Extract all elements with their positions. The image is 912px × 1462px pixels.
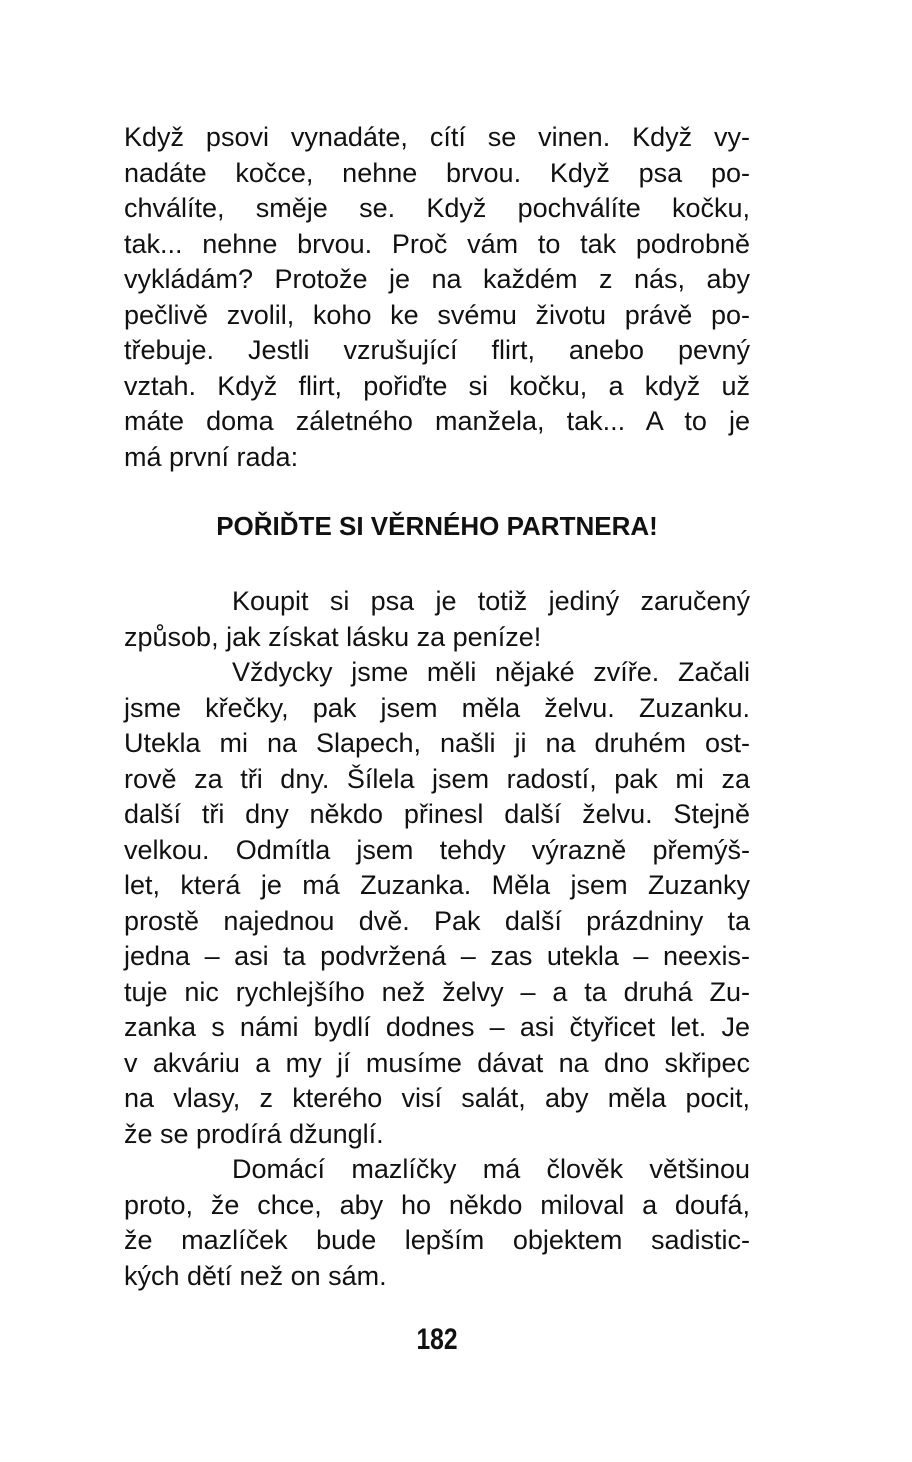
text-line: Domácí mazlíčky má člověk většinou xyxy=(232,1154,750,1184)
text-line: pečlivě zvolil, koho ke svému životu právě po- xyxy=(124,299,750,330)
section-heading: POŘIĎTE SI VĚRNÉHO PARTNERA! xyxy=(216,511,658,541)
text-line: Vždycky jsme měli nějaké zvíře. Začali xyxy=(232,657,750,687)
text-line: Když psovi vynadáte, cítí se vinen. Když vy- xyxy=(124,122,750,152)
text-line: prostě najednou dvě. Pak další prázdniny ta xyxy=(124,905,750,936)
text-line: rově za tři dny. Šílela jsem radostí, pak mi za xyxy=(124,763,750,794)
text-line: vykládám? Protože je na každém z nás, aby xyxy=(124,264,750,294)
text-line: jedna – asi ta podvržená – zas utekla – neexis- xyxy=(124,941,750,971)
text-line: vztah. Když flirt, pořiďte si kočku, a když už xyxy=(124,370,750,401)
page-number: 182 xyxy=(416,1323,458,1356)
text-line: Koupit si psa je totiž jediný zaručený xyxy=(232,586,750,616)
text-line: tuje nic rychlejšího než želvy – a ta druhá Zu- xyxy=(124,976,750,1007)
text-line: další tři dny někdo přinesl další želvu. Stejně xyxy=(124,799,750,829)
text-line: tak... nehne brvou. Proč vám to tak podrobně xyxy=(124,228,750,259)
text-line: Utekla mi na Slapech, našli ji na druhém ost- xyxy=(124,728,750,758)
text-line: na vlasy, z kterého visí salát, aby měla pocit, xyxy=(124,1083,750,1113)
text-line: zanka s námi bydlí dodnes – asi čtyřicet let. Je xyxy=(124,1012,750,1042)
text-line: máte doma záletného manžela, tak... A to je xyxy=(124,406,750,436)
paragraph-intro xyxy=(124,120,750,475)
text-line: chválíte, směje se. Když pochválíte kočku, xyxy=(124,193,750,223)
text-line: jsme křečky, pak jsem měla želvu. Zuzanku. xyxy=(124,692,750,723)
text-line: kých dětí než on sám. xyxy=(124,1260,387,1291)
text-line: let, která je má Zuzanka. Měla jsem Zuzanky xyxy=(124,870,750,900)
text-line: proto, že chce, aby ho někdo miloval a doufá, xyxy=(124,1189,750,1220)
paragraph-body xyxy=(124,584,750,1294)
text-line: že se prodírá džunglí. xyxy=(124,1118,384,1149)
text-line: velkou. Odmítla jsem tehdy výrazně přemýš- xyxy=(124,834,750,865)
text-line: způsob, jak získat lásku za peníze! xyxy=(124,621,542,652)
text-line: nadáte kočce, nehne brvou. Když psa po- xyxy=(124,157,750,188)
text-line: v akváriu a my jí musíme dávat na dno skřipec xyxy=(124,1047,750,1078)
text-line: má první rada: xyxy=(124,441,299,472)
text-line: třebuje. Jestli vzrušující flirt, anebo pevný xyxy=(124,335,750,365)
text-line: že mazlíček bude lepším objektem sadistic- xyxy=(124,1225,750,1255)
